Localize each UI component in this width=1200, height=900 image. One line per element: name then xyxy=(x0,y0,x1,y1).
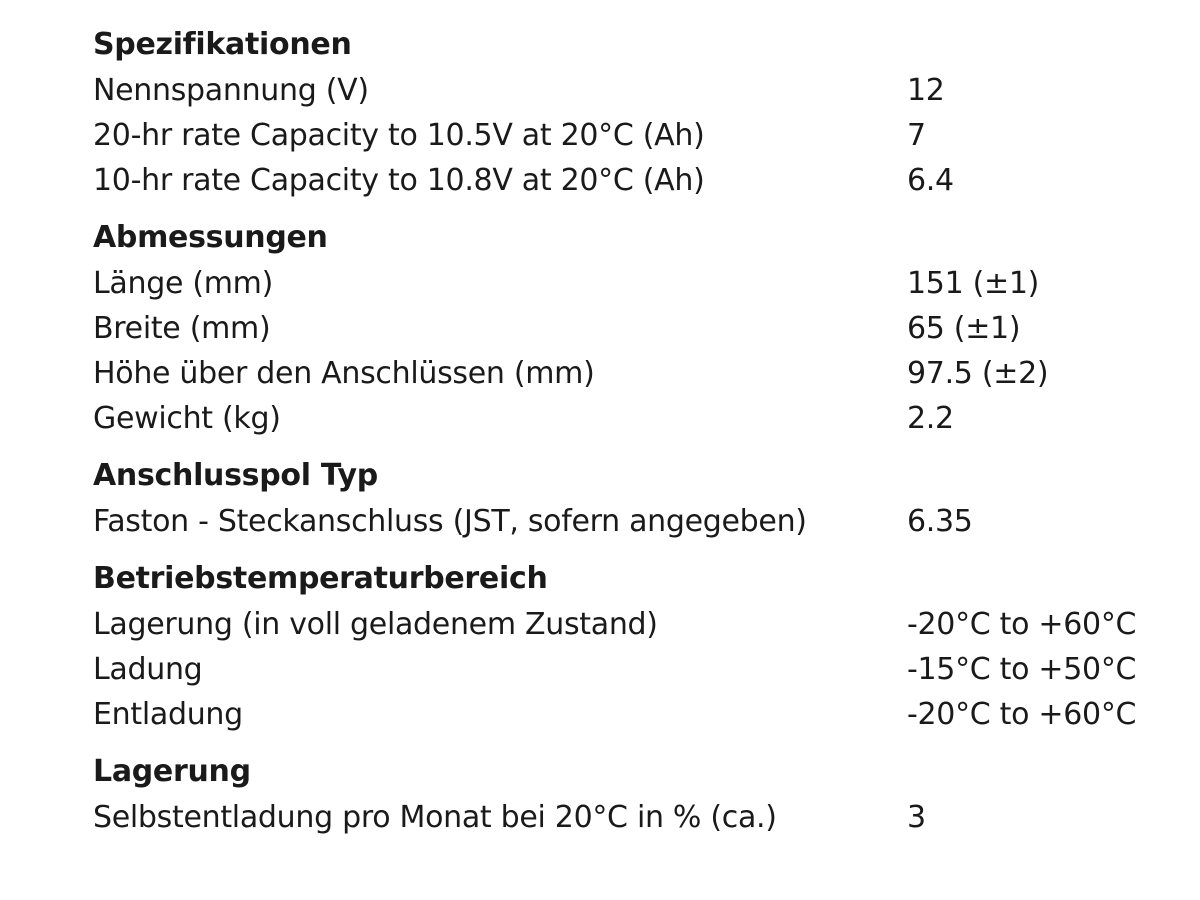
spec-row-breite xyxy=(93,306,1173,351)
spec-row-hoehe xyxy=(93,351,1173,396)
spec-row-laenge xyxy=(93,261,1173,306)
section-lagerung xyxy=(93,749,1173,840)
section-title: Spezifikationen xyxy=(93,27,352,62)
spec-label: Gewicht (kg) xyxy=(93,401,281,436)
spec-row-nennspannung xyxy=(93,68,1173,113)
spec-value: 97.5 (±2) xyxy=(907,356,1049,391)
spec-value: 6.35 xyxy=(907,504,973,539)
section-anschlusspol-typ xyxy=(93,453,1173,544)
spec-value: 7 xyxy=(907,118,926,153)
spec-row-lagerung-temp xyxy=(93,602,1173,647)
spec-row-faston xyxy=(93,499,1173,544)
spec-row-ladung xyxy=(93,647,1173,692)
spec-label: Lagerung (in voll geladenem Zustand) xyxy=(93,607,658,642)
spec-label: Nennspannung (V) xyxy=(93,73,369,108)
spec-table xyxy=(93,22,1173,852)
spec-value: -20°C to +60°C xyxy=(907,607,1137,642)
spec-label: Selbstentladung pro Monat bei 20°C in % (ca.) xyxy=(93,800,777,835)
spec-row-capacity-10hr xyxy=(93,158,1173,203)
spec-label: Höhe über den Anschlüssen (mm) xyxy=(93,356,595,391)
spec-row-capacity-20hr xyxy=(93,113,1173,158)
section-title: Abmessungen xyxy=(93,220,328,255)
spec-value: 3 xyxy=(907,800,926,835)
spec-row-gewicht xyxy=(93,396,1173,441)
spec-value: 6.4 xyxy=(907,163,954,198)
spec-label: Breite (mm) xyxy=(93,311,271,346)
spec-value: 151 (±1) xyxy=(907,266,1040,301)
section-title: Anschlusspol Typ xyxy=(93,458,378,493)
spec-value: 65 (±1) xyxy=(907,311,1021,346)
spec-value: -20°C to +60°C xyxy=(907,697,1137,732)
section-betriebstemperaturbereich xyxy=(93,556,1173,737)
section-title: Lagerung xyxy=(93,754,251,789)
spec-value: 2.2 xyxy=(907,401,954,436)
spec-value: 12 xyxy=(907,73,945,108)
spec-label: 20-hr rate Capacity to 10.5V at 20°C (Ah) xyxy=(93,118,705,153)
spec-label: Länge (mm) xyxy=(93,266,274,301)
spec-label: Entladung xyxy=(93,697,243,732)
spec-row-selbstentladung xyxy=(93,795,1173,840)
spec-label: 10-hr rate Capacity to 10.8V at 20°C (Ah) xyxy=(93,163,705,198)
section-spezifikationen xyxy=(93,22,1173,203)
spec-row-entladung xyxy=(93,692,1173,737)
section-abmessungen xyxy=(93,215,1173,441)
section-title: Betriebstemperaturbereich xyxy=(93,561,548,596)
spec-value: -15°C to +50°C xyxy=(907,652,1137,687)
spec-label: Faston - Steckanschluss (JST, sofern angegeben) xyxy=(93,504,807,539)
spec-label: Ladung xyxy=(93,652,203,687)
